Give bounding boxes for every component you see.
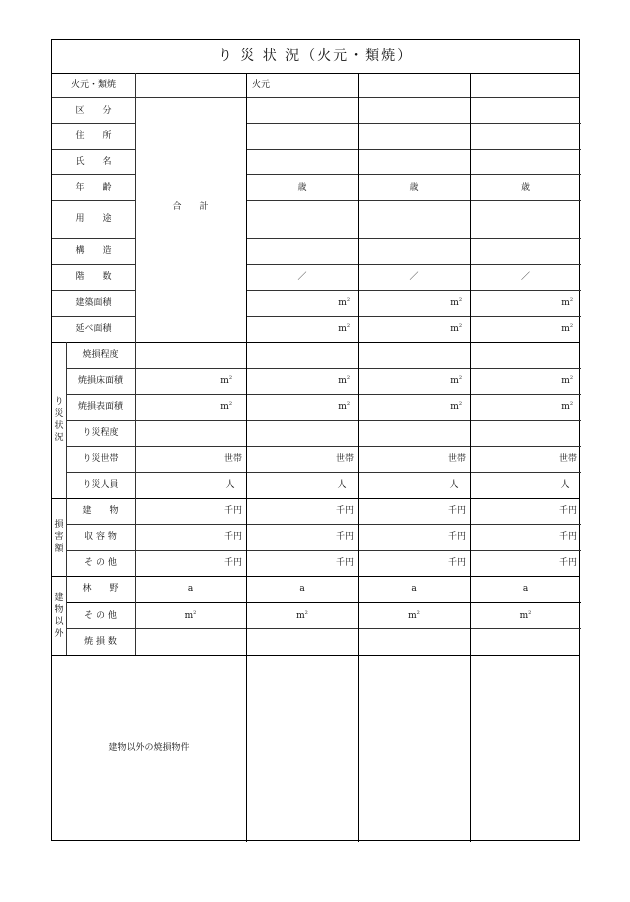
unit-yen: 千円 — [335, 558, 354, 568]
unit-area: $m^2$ — [220, 401, 232, 412]
unit-area: $m^2$ — [408, 610, 420, 621]
unit-area: $m^2$ — [450, 401, 462, 412]
unit-area: $m^2$ — [450, 297, 462, 308]
label-building: 建 物 — [82, 506, 119, 516]
row-line — [66, 550, 581, 551]
row-line — [246, 290, 581, 291]
label-other-area: そ の 他 — [84, 611, 117, 621]
label-structure: 構 造 — [75, 246, 112, 256]
unit-area: $m^2$ — [561, 401, 573, 412]
unit-yen: 千円 — [447, 532, 466, 542]
section-line — [52, 498, 579, 499]
unit-are: a — [187, 584, 194, 594]
unit-yen: 千円 — [223, 558, 242, 568]
unit-yen: 千円 — [335, 532, 354, 542]
label-forest: 林 野 — [82, 584, 119, 594]
row-line — [66, 446, 581, 447]
label-total: 合 計 — [172, 202, 209, 212]
row-line — [52, 123, 135, 124]
unit-area: $m^2$ — [561, 375, 573, 386]
unit-households: 世帯 — [447, 454, 466, 464]
unit-yen: 千円 — [558, 506, 577, 516]
row-line — [246, 238, 581, 239]
unit-are: a — [522, 584, 529, 594]
column-line — [66, 342, 67, 655]
unit-area: $m^2$ — [338, 401, 350, 412]
unit-area: $m^2$ — [561, 297, 573, 308]
row-line — [66, 420, 581, 421]
row-line — [52, 149, 135, 150]
header-fire-origin-type: 火元・類焼 — [70, 80, 116, 90]
row-line — [246, 174, 581, 175]
label-affected-households: り災世帯 — [82, 454, 119, 464]
unit-households: 世帯 — [223, 454, 242, 464]
unit-households: 世帯 — [558, 454, 577, 464]
unit-yen: 千円 — [558, 558, 577, 568]
row-line — [66, 472, 581, 473]
group-damage-amount: 損害額 — [54, 520, 64, 554]
label-burn-degree: 焼損程度 — [82, 350, 119, 360]
unit-area: $m^2$ — [338, 375, 350, 386]
unit-age: 歳 — [297, 183, 307, 193]
row-line — [66, 394, 581, 395]
row-line — [52, 290, 135, 291]
label-damage-degree: り災程度 — [82, 428, 119, 438]
fire-damage-form — [51, 39, 580, 841]
unit-area: $m^2$ — [338, 323, 350, 334]
unit-yen: 千円 — [223, 532, 242, 542]
row-line — [52, 174, 135, 175]
unit-floors-slash: ／ — [297, 272, 307, 282]
unit-yen: 千円 — [447, 558, 466, 568]
group-damage-status: り災状況 — [54, 397, 64, 443]
unit-persons: 人 — [337, 480, 347, 490]
label-usage: 用 途 — [75, 214, 112, 224]
unit-are: a — [411, 584, 417, 594]
row-line — [66, 368, 581, 369]
unit-area: $m^2$ — [519, 610, 532, 621]
group-non-building: 建物以外 — [54, 593, 64, 639]
unit-area: $m^2$ — [220, 375, 232, 386]
unit-households: 世帯 — [335, 454, 354, 464]
unit-yen: 千円 — [447, 506, 466, 516]
row-line — [246, 149, 581, 150]
label-floors: 階 数 — [75, 272, 112, 282]
row-line — [66, 524, 581, 525]
label-building-area: 建築面積 — [75, 298, 112, 308]
row-line — [246, 123, 581, 124]
label-contents: 収 容 物 — [84, 532, 117, 542]
label-other-amount: そ の 他 — [84, 558, 117, 568]
label-category: 区 分 — [75, 106, 112, 116]
unit-age: 歳 — [520, 183, 530, 193]
section-line — [52, 576, 579, 577]
unit-area: $m^2$ — [184, 610, 197, 621]
unit-persons: 人 — [225, 480, 235, 490]
unit-age: 歳 — [409, 183, 419, 193]
unit-area: $m^2$ — [450, 323, 462, 334]
section-line — [52, 655, 579, 656]
unit-persons: 人 — [449, 480, 459, 490]
label-name: 氏 名 — [75, 157, 112, 167]
row-line — [66, 628, 581, 629]
unit-are: a — [299, 584, 305, 594]
label-affected-persons: り災人員 — [82, 480, 119, 490]
row-line — [52, 97, 579, 98]
unit-floors-slash: ／ — [520, 272, 530, 282]
row-line — [52, 264, 135, 265]
label-address: 住 所 — [75, 131, 112, 141]
unit-yen: 千円 — [558, 532, 577, 542]
row-line — [52, 316, 135, 317]
unit-persons: 人 — [560, 480, 570, 490]
label-burned-count: 焼 損 数 — [84, 637, 117, 647]
form-title: り 災 状 況（火元・類焼） — [52, 40, 579, 74]
label-burned-surface-area: 焼損表面積 — [77, 402, 123, 412]
unit-yen: 千円 — [335, 506, 354, 516]
unit-yen: 千円 — [223, 506, 242, 516]
section-line — [52, 342, 579, 343]
label-non-building-items: 建物以外の焼損物件 — [108, 743, 190, 753]
label-age: 年 齢 — [75, 183, 112, 193]
row-line — [246, 264, 581, 265]
row-line — [52, 200, 135, 201]
unit-area: $m^2$ — [561, 323, 573, 334]
unit-area: $m^2$ — [296, 610, 308, 621]
label-burned-floor-area: 焼損床面積 — [77, 376, 123, 386]
section-line — [66, 602, 581, 603]
unit-area: $m^2$ — [450, 375, 462, 386]
row-line — [246, 200, 581, 201]
unit-area: $m^2$ — [338, 297, 350, 308]
row-line — [246, 316, 581, 317]
unit-floors-slash: ／ — [409, 272, 419, 282]
header-fire-origin: 火元 — [252, 80, 271, 90]
row-line — [52, 238, 135, 239]
label-total-floor-area: 延べ面積 — [75, 324, 112, 334]
